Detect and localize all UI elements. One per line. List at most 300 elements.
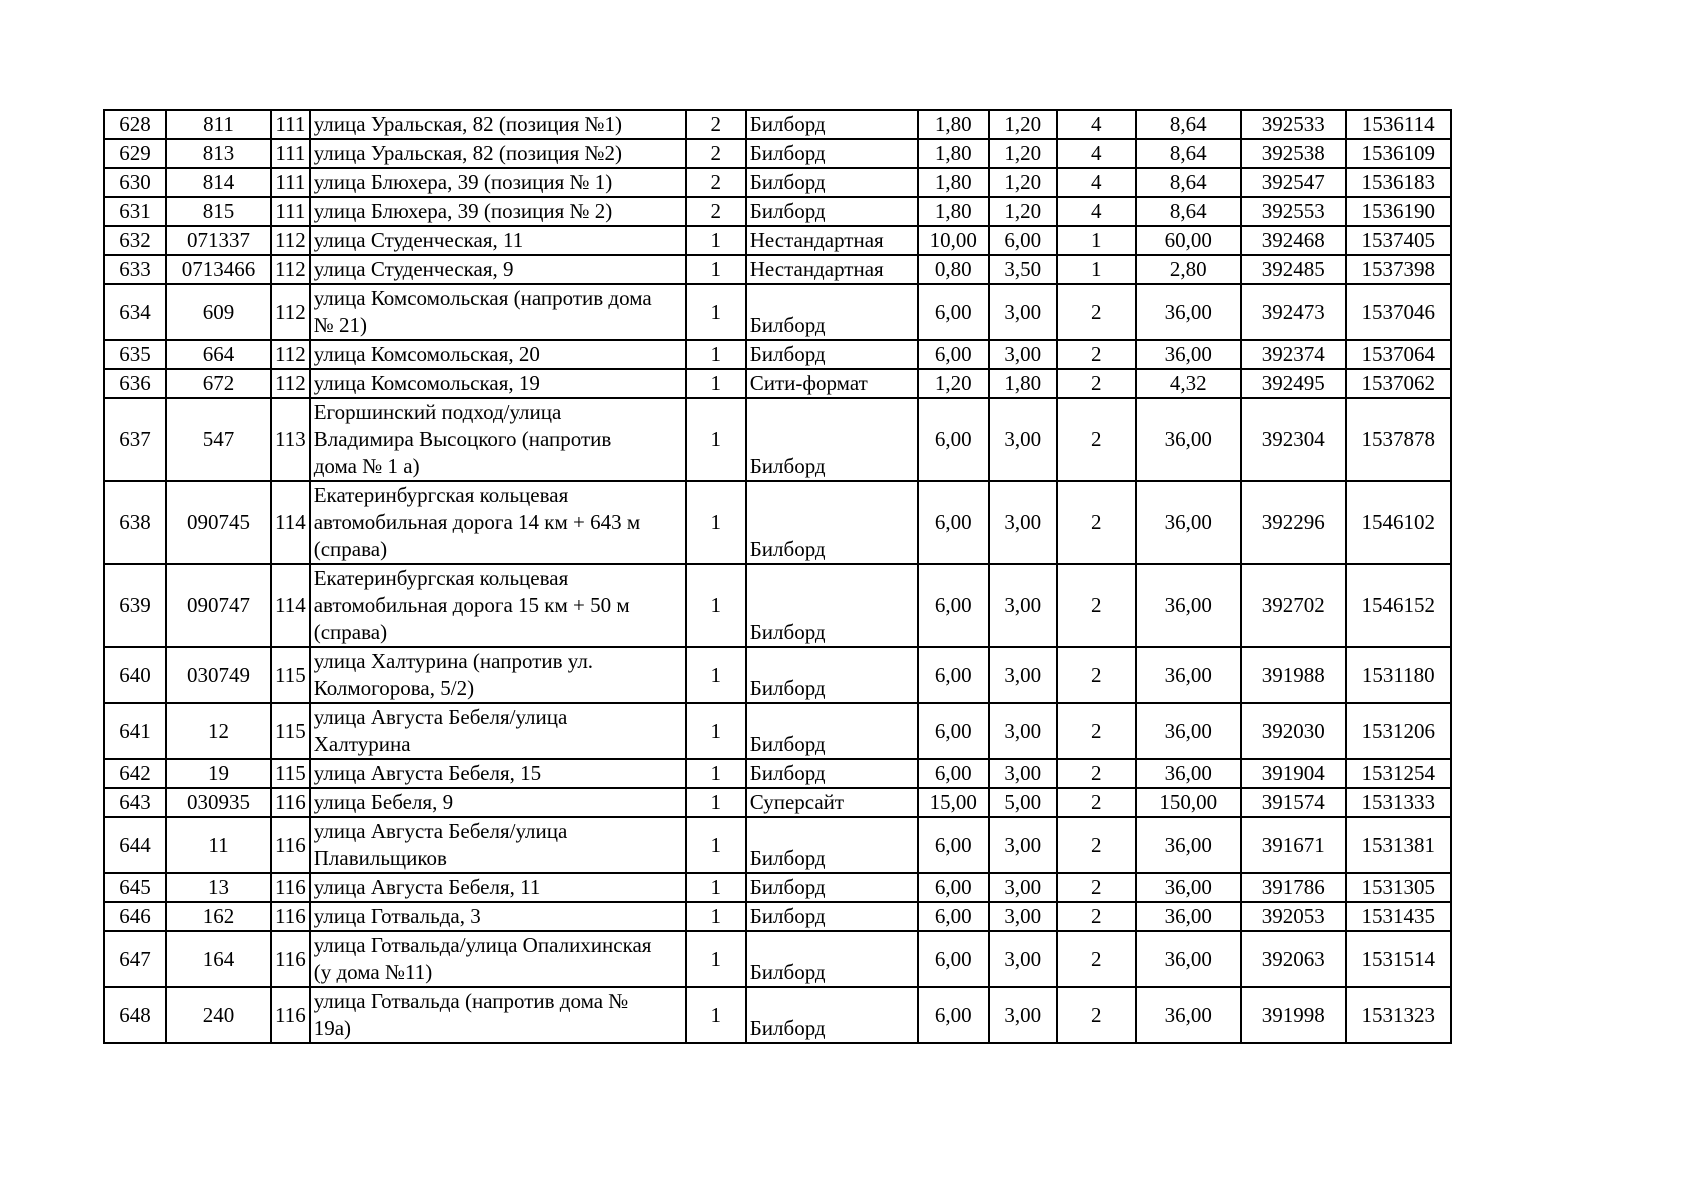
cell-sides: 1	[686, 788, 746, 817]
cell-row-number: 646	[104, 902, 166, 931]
cell-area: 36,00	[1136, 817, 1241, 873]
address-line: улица Комсомольская, 20	[313, 342, 540, 366]
address-line: улица Комсомольская, 19	[313, 371, 540, 395]
cell-coord-y: 1536109	[1346, 139, 1451, 168]
cell-type: Билборд	[746, 647, 918, 703]
address-line: улица Уральская, 82 (позиция №2)	[313, 141, 623, 165]
cell-width: 6,00	[918, 284, 989, 340]
cell-width: 6,00	[918, 647, 989, 703]
address-line: № 21)	[313, 313, 368, 337]
table-row	[104, 817, 1451, 873]
address-line: улица Халтурина (напротив ул.	[313, 649, 594, 673]
cell-row-number: 636	[104, 369, 166, 398]
cell-height: 3,00	[989, 647, 1057, 703]
address-line: улица Готвальда, 3	[313, 904, 481, 928]
cell-height: 3,00	[989, 759, 1057, 788]
address-line: улица Студенческая, 9	[313, 257, 514, 281]
cell-object-id: 664	[166, 340, 271, 369]
cell-sides: 1	[686, 564, 746, 647]
address-line: Екатеринбургская кольцевая	[313, 566, 569, 590]
cell-faces: 2	[1057, 817, 1136, 873]
cell-object-id: 813	[166, 139, 271, 168]
cell-height: 6,00	[989, 226, 1057, 255]
cell-width: 6,00	[918, 759, 989, 788]
address-line: автомобильная дорога 14 км + 643 м	[313, 510, 641, 534]
table-row	[104, 902, 1451, 931]
cell-object-id: 164	[166, 931, 271, 987]
address-line: улица Августа Бебеля/улица	[313, 705, 568, 729]
cell-width: 6,00	[918, 340, 989, 369]
address-line: Плавильщиков	[313, 846, 447, 870]
cell-height: 3,00	[989, 873, 1057, 902]
cell-coord-y: 1531381	[1346, 817, 1451, 873]
cell-coord-y: 1537398	[1346, 255, 1451, 284]
cell-zone-code: 114	[271, 481, 310, 564]
cell-zone-code: 112	[271, 255, 310, 284]
cell-faces: 2	[1057, 398, 1136, 481]
cell-object-id: 11	[166, 817, 271, 873]
cell-area: 8,64	[1136, 168, 1241, 197]
cell-address	[310, 110, 686, 139]
cell-height: 1,20	[989, 197, 1057, 226]
cell-zone-code: 116	[271, 817, 310, 873]
cell-address	[310, 168, 686, 197]
cell-address	[310, 987, 686, 1043]
cell-faces: 4	[1057, 139, 1136, 168]
cell-coord-y: 1536114	[1346, 110, 1451, 139]
cell-row-number: 644	[104, 817, 166, 873]
cell-object-id: 547	[166, 398, 271, 481]
table-row	[104, 226, 1451, 255]
cell-coord-x: 391998	[1241, 987, 1346, 1043]
cell-area: 36,00	[1136, 759, 1241, 788]
cell-width: 15,00	[918, 788, 989, 817]
cell-faces: 2	[1057, 703, 1136, 759]
address-line: (справа)	[313, 620, 388, 644]
cell-faces: 1	[1057, 226, 1136, 255]
cell-coord-x: 392030	[1241, 703, 1346, 759]
cell-height: 3,00	[989, 398, 1057, 481]
cell-area: 36,00	[1136, 340, 1241, 369]
cell-object-id: 609	[166, 284, 271, 340]
cell-faces: 2	[1057, 369, 1136, 398]
table-row	[104, 284, 1451, 340]
cell-area: 36,00	[1136, 931, 1241, 987]
cell-height: 3,00	[989, 481, 1057, 564]
cell-zone-code: 116	[271, 902, 310, 931]
table-row	[104, 369, 1451, 398]
cell-width: 10,00	[918, 226, 989, 255]
cell-type: Билборд	[746, 703, 918, 759]
cell-row-number: 632	[104, 226, 166, 255]
cell-height: 5,00	[989, 788, 1057, 817]
cell-zone-code: 116	[271, 873, 310, 902]
cell-faces: 2	[1057, 647, 1136, 703]
cell-width: 6,00	[918, 931, 989, 987]
cell-coord-y: 1537062	[1346, 369, 1451, 398]
cell-area: 36,00	[1136, 873, 1241, 902]
cell-width: 0,80	[918, 255, 989, 284]
billboard-table	[103, 109, 1452, 1044]
cell-width: 6,00	[918, 987, 989, 1043]
cell-faces: 2	[1057, 759, 1136, 788]
cell-object-id: 811	[166, 110, 271, 139]
cell-row-number: 641	[104, 703, 166, 759]
address-line: Владимира Высоцкого (напротив	[313, 427, 612, 451]
address-line: улица Августа Бебеля, 11	[313, 875, 541, 899]
address-line: (у дома №11)	[313, 960, 433, 984]
address-line: Екатеринбургская кольцевая	[313, 483, 569, 507]
cell-height: 1,20	[989, 139, 1057, 168]
cell-zone-code: 112	[271, 226, 310, 255]
cell-type: Билборд	[746, 398, 918, 481]
cell-area: 8,64	[1136, 110, 1241, 139]
cell-coord-y: 1537064	[1346, 340, 1451, 369]
cell-address	[310, 226, 686, 255]
cell-width: 6,00	[918, 873, 989, 902]
cell-faces: 2	[1057, 987, 1136, 1043]
cell-faces: 2	[1057, 788, 1136, 817]
cell-type: Билборд	[746, 564, 918, 647]
cell-height: 3,00	[989, 703, 1057, 759]
cell-coord-y: 1546152	[1346, 564, 1451, 647]
cell-sides: 1	[686, 987, 746, 1043]
cell-coord-x: 392063	[1241, 931, 1346, 987]
cell-address	[310, 481, 686, 564]
cell-area: 36,00	[1136, 284, 1241, 340]
table-row	[104, 481, 1451, 564]
cell-type: Билборд	[746, 168, 918, 197]
cell-zone-code: 112	[271, 284, 310, 340]
cell-faces: 2	[1057, 284, 1136, 340]
cell-row-number: 640	[104, 647, 166, 703]
cell-coord-y: 1546102	[1346, 481, 1451, 564]
cell-area: 4,32	[1136, 369, 1241, 398]
cell-address	[310, 873, 686, 902]
cell-type: Билборд	[746, 817, 918, 873]
cell-address	[310, 788, 686, 817]
cell-row-number: 645	[104, 873, 166, 902]
address-line: улица Августа Бебеля, 15	[313, 761, 542, 785]
table-row	[104, 931, 1451, 987]
cell-row-number: 648	[104, 987, 166, 1043]
cell-object-id: 814	[166, 168, 271, 197]
table-row	[104, 255, 1451, 284]
cell-sides: 2	[686, 168, 746, 197]
cell-faces: 2	[1057, 873, 1136, 902]
cell-type: Билборд	[746, 481, 918, 564]
cell-coord-x: 392533	[1241, 110, 1346, 139]
cell-coord-x: 391988	[1241, 647, 1346, 703]
cell-zone-code: 111	[271, 110, 310, 139]
table-row	[104, 647, 1451, 703]
cell-faces: 2	[1057, 931, 1136, 987]
cell-address	[310, 197, 686, 226]
table-row	[104, 873, 1451, 902]
cell-sides: 2	[686, 197, 746, 226]
cell-zone-code: 111	[271, 168, 310, 197]
cell-row-number: 637	[104, 398, 166, 481]
cell-sides: 1	[686, 284, 746, 340]
cell-height: 3,00	[989, 902, 1057, 931]
cell-address	[310, 255, 686, 284]
cell-coord-x: 392296	[1241, 481, 1346, 564]
cell-object-id: 090747	[166, 564, 271, 647]
cell-type: Билборд	[746, 902, 918, 931]
address-line: улица Августа Бебеля/улица	[313, 819, 568, 843]
cell-coord-y: 1531333	[1346, 788, 1451, 817]
table-row	[104, 398, 1451, 481]
cell-area: 36,00	[1136, 902, 1241, 931]
address-line: улица Бебеля, 9	[313, 790, 454, 814]
cell-coord-x: 392538	[1241, 139, 1346, 168]
table-row	[104, 987, 1451, 1043]
cell-row-number: 634	[104, 284, 166, 340]
cell-coord-x: 392304	[1241, 398, 1346, 481]
table-row	[104, 564, 1451, 647]
cell-area: 60,00	[1136, 226, 1241, 255]
cell-area: 36,00	[1136, 987, 1241, 1043]
cell-width: 6,00	[918, 902, 989, 931]
cell-row-number: 647	[104, 931, 166, 987]
cell-coord-x: 392053	[1241, 902, 1346, 931]
table-body	[104, 110, 1451, 1043]
cell-object-id: 13	[166, 873, 271, 902]
cell-coord-x: 392473	[1241, 284, 1346, 340]
cell-width: 6,00	[918, 817, 989, 873]
cell-type: Билборд	[746, 759, 918, 788]
cell-sides: 2	[686, 110, 746, 139]
address-line: дома № 1 а)	[313, 454, 420, 478]
cell-row-number: 643	[104, 788, 166, 817]
cell-coord-x: 392553	[1241, 197, 1346, 226]
cell-type: Билборд	[746, 340, 918, 369]
cell-coord-x: 392374	[1241, 340, 1346, 369]
cell-area: 36,00	[1136, 564, 1241, 647]
address-line: 19а)	[313, 1016, 352, 1040]
cell-width: 1,80	[918, 168, 989, 197]
cell-address	[310, 369, 686, 398]
cell-sides: 1	[686, 902, 746, 931]
cell-faces: 2	[1057, 340, 1136, 369]
cell-object-id: 815	[166, 197, 271, 226]
cell-height: 3,00	[989, 340, 1057, 369]
cell-sides: 1	[686, 340, 746, 369]
cell-width: 6,00	[918, 481, 989, 564]
cell-sides: 1	[686, 817, 746, 873]
cell-type: Суперсайт	[746, 788, 918, 817]
cell-type: Билборд	[746, 139, 918, 168]
cell-coord-y: 1536190	[1346, 197, 1451, 226]
cell-address	[310, 817, 686, 873]
cell-sides: 1	[686, 759, 746, 788]
cell-coord-y: 1537046	[1346, 284, 1451, 340]
cell-zone-code: 116	[271, 788, 310, 817]
cell-faces: 4	[1057, 197, 1136, 226]
cell-sides: 1	[686, 481, 746, 564]
cell-sides: 1	[686, 398, 746, 481]
cell-address	[310, 139, 686, 168]
cell-faces: 4	[1057, 110, 1136, 139]
cell-sides: 1	[686, 369, 746, 398]
cell-sides: 1	[686, 255, 746, 284]
cell-height: 3,50	[989, 255, 1057, 284]
address-line: улица Уральская, 82 (позиция №1)	[313, 112, 623, 136]
cell-zone-code: 115	[271, 703, 310, 759]
cell-zone-code: 111	[271, 139, 310, 168]
cell-area: 8,64	[1136, 139, 1241, 168]
cell-object-id: 240	[166, 987, 271, 1043]
cell-zone-code: 113	[271, 398, 310, 481]
cell-coord-x: 392702	[1241, 564, 1346, 647]
cell-row-number: 628	[104, 110, 166, 139]
cell-zone-code: 112	[271, 340, 310, 369]
cell-width: 6,00	[918, 703, 989, 759]
cell-type: Нестандартная	[746, 255, 918, 284]
address-line: улица Комсомольская (напротив дома	[313, 286, 652, 310]
cell-address	[310, 647, 686, 703]
cell-faces: 2	[1057, 481, 1136, 564]
cell-sides: 1	[686, 703, 746, 759]
address-line: Халтурина	[313, 732, 411, 756]
cell-zone-code: 115	[271, 647, 310, 703]
address-line: Колмогорова, 5/2)	[313, 676, 475, 700]
cell-type: Билборд	[746, 197, 918, 226]
cell-area: 36,00	[1136, 647, 1241, 703]
cell-zone-code: 116	[271, 987, 310, 1043]
cell-address	[310, 902, 686, 931]
table-row	[104, 110, 1451, 139]
cell-coord-y: 1531435	[1346, 902, 1451, 931]
cell-object-id: 19	[166, 759, 271, 788]
cell-object-id: 090745	[166, 481, 271, 564]
cell-type: Билборд	[746, 931, 918, 987]
cell-object-id: 12	[166, 703, 271, 759]
cell-area: 8,64	[1136, 197, 1241, 226]
cell-zone-code: 114	[271, 564, 310, 647]
cell-coord-y: 1531206	[1346, 703, 1451, 759]
cell-row-number: 635	[104, 340, 166, 369]
cell-height: 3,00	[989, 987, 1057, 1043]
cell-type: Билборд	[746, 987, 918, 1043]
cell-width: 6,00	[918, 564, 989, 647]
cell-height: 1,80	[989, 369, 1057, 398]
cell-address	[310, 284, 686, 340]
cell-type: Билборд	[746, 110, 918, 139]
cell-object-id: 030935	[166, 788, 271, 817]
cell-object-id: 162	[166, 902, 271, 931]
cell-row-number: 638	[104, 481, 166, 564]
table-row	[104, 340, 1451, 369]
cell-object-id: 672	[166, 369, 271, 398]
address-line: улица Готвальда (напротив дома №	[313, 989, 629, 1013]
cell-height: 3,00	[989, 817, 1057, 873]
cell-type: Сити-формат	[746, 369, 918, 398]
cell-row-number: 631	[104, 197, 166, 226]
cell-coord-y: 1536183	[1346, 168, 1451, 197]
table-row	[104, 703, 1451, 759]
cell-area: 36,00	[1136, 398, 1241, 481]
cell-zone-code: 116	[271, 931, 310, 987]
cell-coord-x: 392468	[1241, 226, 1346, 255]
cell-type: Билборд	[746, 873, 918, 902]
cell-coord-y: 1531254	[1346, 759, 1451, 788]
cell-zone-code: 115	[271, 759, 310, 788]
address-line: автомобильная дорога 15 км + 50 м	[313, 593, 630, 617]
cell-width: 1,80	[918, 197, 989, 226]
cell-coord-x: 391786	[1241, 873, 1346, 902]
cell-object-id: 0713466	[166, 255, 271, 284]
cell-zone-code: 112	[271, 369, 310, 398]
cell-sides: 1	[686, 931, 746, 987]
cell-row-number: 642	[104, 759, 166, 788]
cell-address	[310, 759, 686, 788]
table-row	[104, 139, 1451, 168]
cell-height: 1,20	[989, 168, 1057, 197]
cell-width: 1,80	[918, 139, 989, 168]
cell-sides: 1	[686, 647, 746, 703]
cell-address	[310, 931, 686, 987]
cell-coord-x: 391574	[1241, 788, 1346, 817]
cell-height: 3,00	[989, 931, 1057, 987]
cell-height: 1,20	[989, 110, 1057, 139]
cell-coord-y: 1531180	[1346, 647, 1451, 703]
cell-area: 36,00	[1136, 481, 1241, 564]
cell-object-id: 071337	[166, 226, 271, 255]
address-line: улица Блюхера, 39 (позиция № 2)	[313, 199, 613, 223]
cell-faces: 1	[1057, 255, 1136, 284]
table-row	[104, 168, 1451, 197]
cell-coord-y: 1537878	[1346, 398, 1451, 481]
cell-address	[310, 564, 686, 647]
cell-coord-y: 1531514	[1346, 931, 1451, 987]
cell-row-number: 633	[104, 255, 166, 284]
cell-area: 2,80	[1136, 255, 1241, 284]
cell-faces: 2	[1057, 902, 1136, 931]
cell-area: 36,00	[1136, 703, 1241, 759]
cell-address	[310, 703, 686, 759]
cell-coord-x: 392495	[1241, 369, 1346, 398]
cell-sides: 1	[686, 226, 746, 255]
cell-sides: 2	[686, 139, 746, 168]
cell-coord-y: 1531305	[1346, 873, 1451, 902]
cell-coord-x: 391904	[1241, 759, 1346, 788]
cell-coord-x: 392485	[1241, 255, 1346, 284]
cell-coord-y: 1531323	[1346, 987, 1451, 1043]
cell-coord-x: 391671	[1241, 817, 1346, 873]
cell-height: 3,00	[989, 564, 1057, 647]
cell-object-id: 030749	[166, 647, 271, 703]
cell-type: Нестандартная	[746, 226, 918, 255]
cell-sides: 1	[686, 873, 746, 902]
cell-row-number: 629	[104, 139, 166, 168]
cell-type: Билборд	[746, 284, 918, 340]
cell-width: 1,20	[918, 369, 989, 398]
cell-coord-x: 392547	[1241, 168, 1346, 197]
address-line: улица Готвальда/улица Опалихинская	[313, 933, 652, 957]
cell-area: 150,00	[1136, 788, 1241, 817]
table-row	[104, 788, 1451, 817]
cell-zone-code: 111	[271, 197, 310, 226]
cell-width: 1,80	[918, 110, 989, 139]
address-line: Егоршинский подход/улица	[313, 400, 562, 424]
address-line: (справа)	[313, 537, 388, 561]
address-line: улица Студенческая, 11	[313, 228, 524, 252]
address-line: улица Блюхера, 39 (позиция № 1)	[313, 170, 613, 194]
cell-height: 3,00	[989, 284, 1057, 340]
cell-row-number: 639	[104, 564, 166, 647]
cell-coord-y: 1537405	[1346, 226, 1451, 255]
